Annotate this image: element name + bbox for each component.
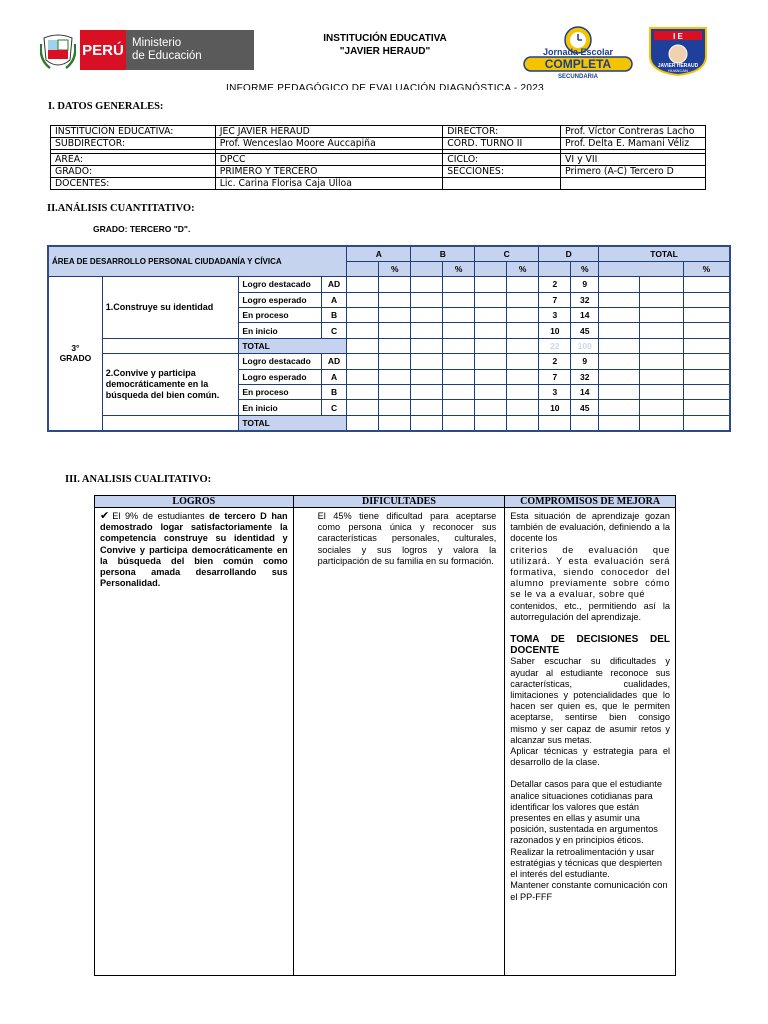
section2-heading: II.ANÁLISIS CUANTITATIVO: (47, 203, 195, 214)
grade-cell (48, 277, 102, 431)
d-count-cell: 10 (539, 400, 571, 415)
competencia-name-cell: 2.Convive y participa democráticamente en la búsqueda del bien común. (102, 354, 239, 416)
empty-cell (411, 323, 443, 338)
datos-value-cell: Prof. Víctor Contreras Lacho (561, 126, 706, 138)
ministry-label (126, 30, 254, 70)
compromisos-p3: contenidos, etc., permitiendo así la autorregulación del aprendizaje. (510, 600, 670, 622)
empty-cell (683, 400, 730, 415)
d-count-cell: 3 (539, 385, 571, 400)
total-row (48, 338, 730, 353)
empty-cell (599, 277, 639, 292)
datos-row (51, 138, 706, 150)
empty-cell (599, 400, 639, 415)
datos-row (51, 178, 706, 190)
datos-row (51, 154, 706, 166)
datos-value-cell: Prof. Wenceslao Moore Auccapiña (215, 138, 443, 150)
empty-cell (683, 292, 730, 307)
jornada-line2: COMPLETA (544, 57, 612, 71)
total-d-pct-cell (571, 415, 599, 430)
logros-cell (95, 508, 294, 976)
report-title: INFORME PEDAGÓGICO DE EVALUACIÓN DIAGNÓSTICA - 2023 (226, 83, 544, 90)
empty-cell (475, 369, 507, 384)
level-code-cell: AD (321, 354, 347, 369)
empty-cell (507, 415, 539, 430)
analisis-cuantitativo-table (47, 245, 731, 432)
empty-cell (411, 292, 443, 307)
empty-cell (683, 308, 730, 323)
empty-cell (639, 369, 683, 384)
institution-title: INSTITUCIÓN EDUCATIVA (323, 33, 447, 44)
empty-cell (443, 369, 475, 384)
level-row (48, 354, 730, 369)
empty-cell (411, 400, 443, 415)
school-insignia-icon (648, 26, 708, 76)
column-header-cell: B (411, 246, 475, 261)
pct-header-cell: % (683, 261, 730, 276)
d-count-cell: 7 (539, 292, 571, 307)
empty-cell (599, 292, 639, 307)
compromisos-cell (505, 508, 676, 976)
d-count-cell: 7 (539, 369, 571, 384)
empty-cell (599, 308, 639, 323)
datos-label-cell: DOCENTES: (51, 178, 216, 190)
total-label-cell: TOTAL (239, 338, 347, 353)
pct-header-cell: % (507, 261, 539, 276)
dificultades-cell (293, 508, 505, 976)
empty-cell (639, 385, 683, 400)
toma-decisiones-title: TOMA DE DECISIONES DEL DOCENTE (510, 634, 670, 657)
empty-cell (475, 277, 507, 292)
d-pct-cell: 9 (571, 277, 599, 292)
toma-p5: Mantener constante comunicación con el PP-FFF (510, 880, 668, 902)
datos-value-cell: Primero (A-C) Tercero D (561, 166, 706, 178)
empty-cell (475, 292, 507, 307)
blank-cell (539, 261, 571, 276)
empty-cell (379, 323, 411, 338)
empty-cell (347, 292, 379, 307)
blank-cell (347, 261, 379, 276)
grade-line1: 3° (71, 343, 80, 354)
datos-label-cell: GRADO: (51, 166, 216, 178)
empty-cell (507, 277, 539, 292)
datos-value-cell: PRIMERO Y TERCERO (215, 166, 443, 178)
toma-p1: Saber escuchar su dificultades y ayudar al estudiante reconoce sus características, cualidades, limitaciones y potencialidades que lo hacen ser quien es, que le permiten aceptarse, sentirse bien consigo mismo y ser capaz de asumir retos y alcanzar sus metas. (510, 656, 670, 745)
empty-cell (411, 354, 443, 369)
level-code-cell: A (321, 369, 347, 384)
column-header-cell: A (347, 246, 411, 261)
area-title-cell: ÁREA DE DESARROLLO PERSONAL CIUDADANÍA Y CÍVICA (48, 246, 347, 277)
section3-heading: III. ANALISIS CUALITATIVO: (65, 474, 212, 485)
column-header-cell: C (475, 246, 539, 261)
level-label-cell: En inicio (239, 323, 321, 338)
jornada-escolar-logo-icon (520, 24, 636, 80)
empty-cell (475, 308, 507, 323)
empty-cell (639, 415, 683, 430)
empty-cell (411, 277, 443, 292)
d-pct-cell: 32 (571, 369, 599, 384)
datos-value-cell: Lic. Carina Florisa Caja Ulloa (215, 178, 443, 190)
empty-cell (379, 369, 411, 384)
toma-p2: Aplicar técnicas y estrategia para el desarrollo de la clase. (510, 746, 670, 768)
empty-cell (347, 323, 379, 338)
empty-cell (475, 323, 507, 338)
analisis-cualitativo-table (94, 495, 676, 976)
peru-coat-of-arms-icon (40, 30, 76, 70)
empty-cell (475, 385, 507, 400)
blank-cell (599, 261, 684, 276)
grade-line2: GRADO (59, 353, 92, 364)
datos-value-cell (561, 178, 706, 190)
level-code-cell: C (321, 400, 347, 415)
d-pct-cell: 32 (571, 292, 599, 307)
empty-cell (683, 277, 730, 292)
insignia-letters: I E (673, 32, 683, 41)
empty-cell (507, 385, 539, 400)
level-code-cell: AD (321, 277, 347, 292)
datos-label-cell: SUBDIRECTOR: (51, 138, 216, 150)
empty-cell (639, 338, 683, 353)
empty-cell (443, 385, 475, 400)
datos-label-cell (443, 178, 561, 190)
blank-cell (475, 261, 507, 276)
empty-cell (683, 385, 730, 400)
total-label-cell: TOTAL (239, 415, 347, 430)
datos-label-cell: DIRECTOR: (443, 126, 561, 138)
ministry-line1: Ministerio (132, 37, 182, 49)
empty-cell (599, 385, 639, 400)
toma-p3: Detallar casos para que el estudiante analice situaciones cotidianas para identificar los valores que están presentes en ellas y asumir una posición, sustentada en argumentos razonados y en principios éticos. (510, 779, 662, 846)
empty-cell (639, 308, 683, 323)
pct-header-cell: % (443, 261, 475, 276)
toma-p4: Realizar la retroalimentación y usar estratégias y técnicas que despierten el interés del estudiante. (510, 846, 662, 880)
empty-cell (443, 354, 475, 369)
d-count-cell: 2 (539, 277, 571, 292)
peru-label: PERÚ (80, 30, 126, 70)
empty-cell (475, 400, 507, 415)
empty-cell (599, 338, 639, 353)
column-header-cell: D (539, 246, 599, 261)
datos-label-cell: ÁREA: (51, 154, 216, 166)
datos-row (51, 166, 706, 178)
empty-cell (411, 338, 443, 353)
jornada-line3: SECUNDARIA (557, 74, 599, 80)
empty-cell (507, 338, 539, 353)
empty-cell (411, 308, 443, 323)
empty-cell (507, 369, 539, 384)
empty-cell (683, 323, 730, 338)
blank-cell (411, 261, 443, 276)
checkmark-icon: ✔ (100, 510, 110, 522)
empty-cell (443, 400, 475, 415)
empty-cell (443, 277, 475, 292)
datos-value-cell: Prof. Delta E. Mamani Véliz (561, 138, 706, 150)
pct-header-cell: % (571, 261, 599, 276)
level-label-cell: Logro esperado (239, 369, 321, 384)
compromisos-p2: criterios de evaluación que utilizará. Y esta evaluación será formativa, siendo conocedor del alumno previamente sobre cómo se le va a evaluar, sobre qué (510, 544, 670, 600)
empty-cell (507, 323, 539, 338)
empty-cell (379, 338, 411, 353)
empty-cell (599, 323, 639, 338)
empty-cell (411, 369, 443, 384)
total-d-cell (539, 415, 571, 430)
empty-cell (347, 369, 379, 384)
section1-heading: I. DATOS GENERALES: (48, 101, 164, 112)
datos-row (51, 126, 706, 138)
col-compromisos: COMPROMISOS DE MEJORA (505, 496, 676, 508)
datos-label-cell: SECCIONES: (443, 166, 561, 178)
datos-value-cell: JEC JAVIER HERAUD (215, 126, 443, 138)
empty-cell (102, 338, 239, 353)
total-d-cell: 22 (539, 338, 571, 353)
level-label-cell: En inicio (239, 400, 321, 415)
empty-cell (102, 415, 239, 430)
level-label-cell: En proceso (239, 385, 321, 400)
empty-cell (475, 415, 507, 430)
d-count-cell: 10 (539, 323, 571, 338)
empty-cell (379, 292, 411, 307)
empty-cell (639, 292, 683, 307)
empty-cell (347, 277, 379, 292)
empty-cell (347, 385, 379, 400)
level-label-cell: Logro esperado (239, 292, 321, 307)
level-label-cell: Logro destacado (239, 354, 321, 369)
datos-generales-table (50, 125, 706, 190)
empty-cell (443, 292, 475, 307)
empty-cell (639, 354, 683, 369)
grado-label: GRADO: TERCERO "D". (93, 224, 191, 234)
empty-cell (443, 308, 475, 323)
empty-cell (379, 400, 411, 415)
header-row (48, 246, 730, 261)
insignia-name: JAVIER HERAUD (657, 63, 699, 69)
empty-cell (347, 415, 379, 430)
datos-value-cell: VI y VII (561, 154, 706, 166)
empty-cell (475, 354, 507, 369)
datos-value-cell: DPCC (215, 154, 443, 166)
d-count-cell: 3 (539, 308, 571, 323)
empty-cell (475, 338, 507, 353)
d-pct-cell: 45 (571, 400, 599, 415)
col-dificultades: DIFICULTADES (293, 496, 505, 508)
empty-cell (599, 354, 639, 369)
insignia-place: HUANCAN (668, 68, 688, 73)
level-label-cell: En proceso (239, 308, 321, 323)
empty-cell (347, 308, 379, 323)
datos-label-cell: CORD. TURNO II (443, 138, 561, 150)
empty-cell (507, 354, 539, 369)
level-row (48, 277, 730, 292)
d-count-cell: 2 (539, 354, 571, 369)
empty-cell (411, 415, 443, 430)
compromisos-p1: Esta situación de aprendizaje gozan también de evaluación, definiendo a la docente los (510, 511, 670, 544)
jornada-line1: Jornada Escolar (542, 47, 614, 57)
empty-cell (683, 354, 730, 369)
empty-cell (379, 277, 411, 292)
d-pct-cell: 45 (571, 323, 599, 338)
level-code-cell: B (321, 385, 347, 400)
empty-cell (379, 308, 411, 323)
logros-body: de tercero D han demostrado logar satisfactoriamente la competencia construye su identidad y Convive y participa democráticamente en la búsqueda del bien común como persona amada desarrollando sus Personalidad. (100, 511, 288, 589)
dificultades-text: El 45% tiene dificultad para aceptarse como persona única y reconocer sus características personales, culturales, sociales y sus logros y valora la participación de su familia en su formación. (317, 511, 497, 566)
empty-cell (639, 400, 683, 415)
empty-cell (683, 338, 730, 353)
datos-label-cell: CICLO: (443, 154, 561, 166)
empty-cell (507, 308, 539, 323)
institution-name: "JAVIER HERAUD" (339, 46, 431, 57)
empty-cell (347, 354, 379, 369)
empty-cell (443, 415, 475, 430)
pct-header-cell: % (379, 261, 411, 276)
d-pct-cell: 14 (571, 308, 599, 323)
level-code-cell: B (321, 308, 347, 323)
column-header-total: TOTAL (599, 246, 730, 261)
empty-cell (599, 369, 639, 384)
empty-cell (379, 415, 411, 430)
empty-cell (379, 354, 411, 369)
level-code-cell: C (321, 323, 347, 338)
empty-cell (683, 369, 730, 384)
level-label-cell: Logro destacado (239, 277, 321, 292)
empty-cell (379, 385, 411, 400)
ministry-line2: de Educación (132, 50, 202, 62)
competencia-name-cell: 1.Construye su identidad (102, 277, 239, 339)
total-row (48, 415, 730, 430)
level-code-cell: A (321, 292, 347, 307)
empty-cell (639, 277, 683, 292)
empty-cell (443, 323, 475, 338)
empty-cell (507, 292, 539, 307)
empty-cell (347, 338, 379, 353)
total-d-pct-cell: 100 (571, 338, 599, 353)
datos-label-cell: INSTITUCIÓN EDUCATIVA: (51, 126, 216, 138)
empty-cell (347, 400, 379, 415)
col-logros: LOGROS (95, 496, 294, 508)
empty-cell (639, 323, 683, 338)
d-pct-cell: 9 (571, 354, 599, 369)
logros-lead: El 9% de estudiantes (112, 511, 210, 521)
empty-cell (599, 415, 639, 430)
empty-cell (683, 415, 730, 430)
empty-cell (443, 338, 475, 353)
empty-cell (411, 385, 443, 400)
empty-cell (507, 400, 539, 415)
d-pct-cell: 14 (571, 385, 599, 400)
